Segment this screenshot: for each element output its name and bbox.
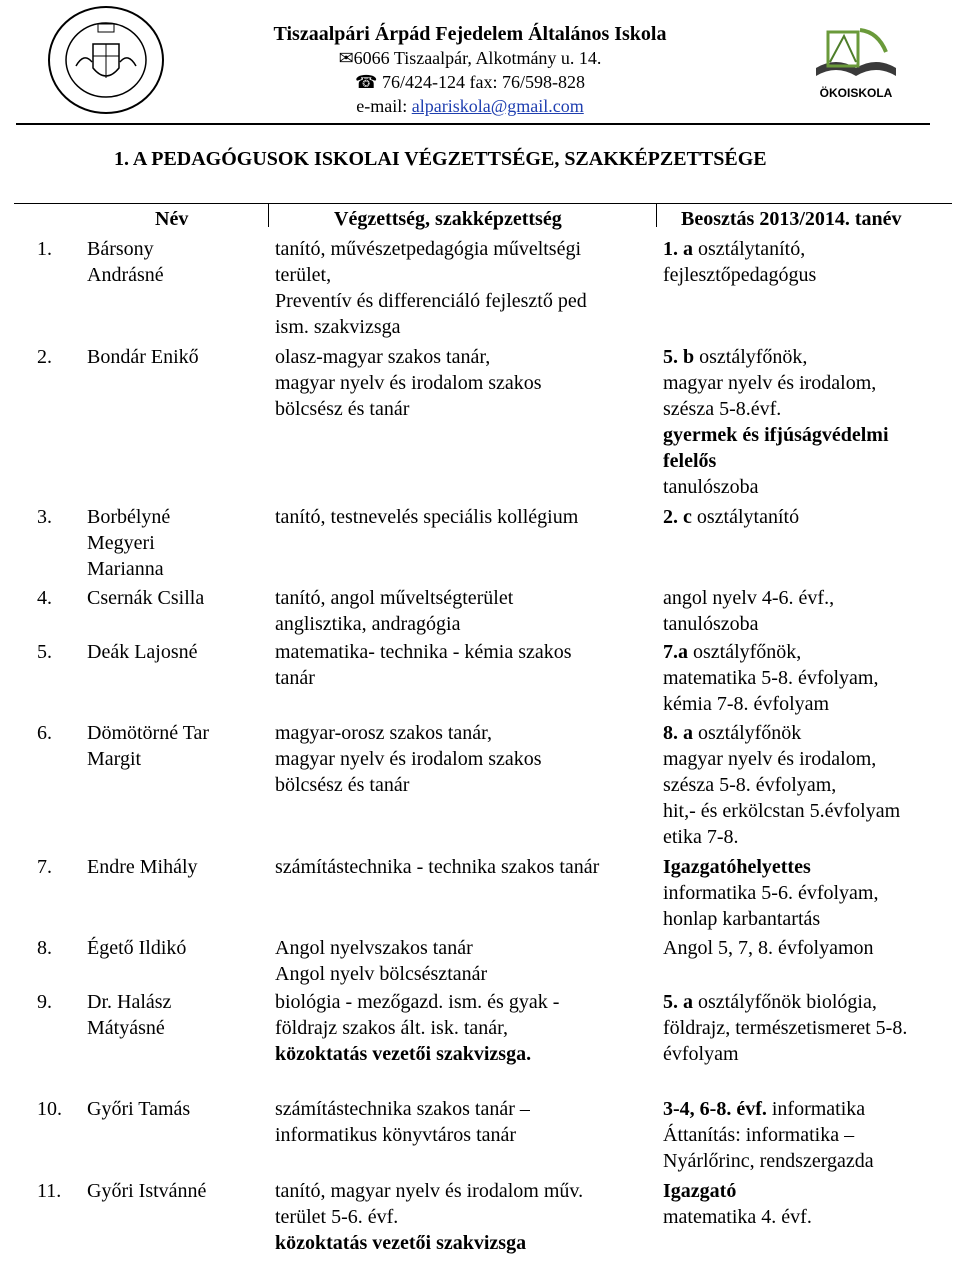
assignment-cell [663,989,953,1067]
column-header-name: Név [155,208,189,230]
assignment-cell-line: matematika 5-8. évfolyam, [663,667,879,689]
ecoschool-label: ÖKOISKOLA [819,86,893,100]
education-cell-line: matematika- technika - kémia szakos [275,641,572,663]
envelope-icon: ✉ [338,48,354,68]
teacher-name-line: Győri Tamás [87,1098,191,1120]
email-link[interactable]: alpariskola@gmail.com [411,96,584,116]
education-cell [275,854,655,880]
teacher-name-line: Endre Mihály [87,856,198,878]
assignment-cell-line: földrajz, természetismeret 5-8. [663,1017,908,1039]
teacher-name-line: Dömötörné Tar [87,722,210,744]
education-cell-line: Angol nyelv bölcsésztanár [275,963,488,985]
education-cell-line: bölcsész és tanár [275,774,410,796]
row-number: 7. [37,856,52,878]
education-cell-line: földrajz szakos ált. isk. tanár, [275,1017,509,1039]
assignment-cell-line: felelős [663,450,717,472]
assignment-cell-line: fejlesztőpedagógus [663,264,817,286]
row-number: 11. [37,1180,62,1202]
assignment-cell-line: tanulószoba [663,613,759,635]
assignment-cell-line: Nyárlőrinc, rendszergazda [663,1150,874,1172]
education-cell-line: bölcsész és tanár [275,398,410,420]
letterhead [0,0,960,122]
teacher-name-line: Győri Istvánné [87,1180,207,1202]
assignment-cell [663,585,953,637]
education-cell-line: tanító, magyar nyelv és irodalom műv. [275,1180,584,1202]
assignment-cell-line: kémia 7-8. évfolyam [663,693,830,715]
assignment-cell-line: 5. a osztályfőnök biológia, [663,991,877,1013]
education-cell-line: számítástechnika - technika szakos tanár [275,856,600,878]
teacher-name [87,854,262,880]
teacher-name-line: Marianna [87,558,164,580]
assignment-cell [663,854,953,932]
assignment-cell-line: magyar nyelv és irodalom, [663,372,877,394]
education-cell-line: tanár [275,667,315,689]
education-cell [275,585,655,637]
row-number: 1. [37,238,52,260]
teacher-name [87,1096,262,1122]
section-title: 1. A PEDAGÓGUSOK ISKOLAI VÉGZETTSÉGE, SZAKKÉPZETTSÉGE [114,148,767,170]
assignment-cell-line: 3-4, 6-8. évf. informatika [663,1098,866,1120]
education-cell [275,639,655,691]
teacher-name [87,236,262,288]
school-contact [190,22,750,118]
row-number: 2. [37,346,52,368]
education-cell-line: Preventív és differenciáló fejlesztő ped [275,290,587,312]
education-cell-line: ism. szakvizsga [275,316,401,338]
teacher-name-line: Margit [87,748,142,770]
education-cell [275,504,655,530]
assignment-cell-line: honlap karbantartás [663,908,821,930]
teacher-name-line: Dr. Halász [87,991,172,1013]
assignment-cell-line: magyar nyelv és irodalom, [663,748,877,770]
teacher-name [87,989,262,1041]
assignment-cell-line: évfolyam [663,1043,739,1065]
assignment-cell-line: etika 7-8. [663,826,739,848]
education-cell [275,344,655,422]
teacher-name-line: Andrásné [87,264,164,286]
education-cell-line: terület 5-6. évf. [275,1206,399,1228]
assignment-cell-line: 7.a osztályfőnök, [663,641,802,663]
assignment-cell-line: szésza 5-8.évf. [663,398,782,420]
education-cell [275,236,655,340]
assignment-cell-line: Angol 5, 7, 8. évfolyamon [663,937,874,959]
teacher-name-line: Bársony [87,238,154,260]
education-cell-line: magyar nyelv és irodalom szakos [275,748,542,770]
assignment-cell [663,504,953,530]
assignment-cell-line: Igazgatóhelyettes [663,856,811,878]
column-header-assignment: Beosztás 2013/2014. tanév [681,208,902,230]
column-divider [656,203,657,227]
education-cell-line: terület, [275,264,332,286]
assignment-cell [663,1096,953,1174]
education-cell-line: tanító, testnevelés speciális kollégium [275,506,579,528]
row-number: 6. [37,722,52,744]
education-cell [275,1096,655,1148]
education-cell-line: anglisztika, andragógia [275,613,461,635]
teacher-name [87,585,262,611]
column-header-education: Végzettség, szakképzettség [334,208,562,230]
assignment-cell-line: 8. a osztályfőnök [663,722,802,744]
education-cell [275,935,655,987]
phone-icon: ☎ [355,72,382,92]
row-number: 5. [37,641,52,663]
teacher-name [87,504,262,582]
assignment-cell-line: hit,- és erkölcstan 5.évfolyam [663,800,901,822]
assignment-cell [663,1178,953,1230]
table-top-border [14,203,952,204]
row-number: 10. [37,1098,62,1120]
teacher-name [87,639,262,665]
education-cell-line: magyar nyelv és irodalom szakos [275,372,542,394]
phone-line: ☎ 76/424-124 fax: 76/598-828 [355,72,585,92]
row-number: 4. [37,587,52,609]
assignment-cell [663,236,953,288]
teacher-name-line: Mátyásné [87,1017,165,1039]
address-line: ✉6066 Tiszaalpár, Alkotmány u. 14. [338,48,602,68]
assignment-cell-line: gyermek és ifjúságvédelmi [663,424,889,446]
email-line: e-mail: alpariskola@gmail.com [356,96,584,116]
education-cell-line: Angol nyelvszakos tanár [275,937,473,959]
header-divider [16,123,930,125]
assignment-cell [663,639,953,717]
teacher-name-line: Csernák Csilla [87,587,205,609]
assignment-cell-line: Igazgató [663,1180,737,1202]
assignment-cell-line: szésza 5-8. évfolyam, [663,774,837,796]
teacher-name [87,1178,262,1204]
teacher-name-line: Bondár Enikő [87,346,199,368]
assignment-cell [663,344,953,500]
row-number: 3. [37,506,52,528]
education-cell-line: olasz-magyar szakos tanár, [275,346,491,368]
assignment-cell-line: matematika 4. évf. [663,1206,812,1228]
assignment-cell-line: 5. b osztályfőnök, [663,346,808,368]
teacher-name-line: Égető Ildikó [87,937,187,959]
education-cell [275,1178,655,1256]
row-number: 9. [37,991,52,1013]
teacher-name-line: Borbélyné [87,506,171,528]
row-number: 8. [37,937,52,959]
teacher-name-line: Megyeri [87,532,155,554]
education-cell-line: biológia - mezőgazd. ism. és gyak - [275,991,560,1013]
assignment-cell-line: 1. a osztálytanító, [663,238,806,260]
assignment-cell [663,720,953,850]
education-cell-line: tanító, művészetpedagógia műveltségi [275,238,582,260]
education-cell-line: tanító, angol műveltségterület [275,587,514,609]
assignment-cell-line: tanulószoba [663,476,759,498]
education-cell-line: közoktatás vezetői szakvizsga. [275,1043,532,1065]
education-cell-line: magyar-orosz szakos tanár, [275,722,493,744]
education-cell [275,720,655,798]
teacher-name [87,720,262,772]
assignment-cell-line: angol nyelv 4-6. évf., [663,587,835,609]
school-seal-icon [46,4,166,116]
teacher-name-line: Deák Lajosné [87,641,198,663]
education-cell-line: számítástechnika szakos tanár – [275,1098,530,1120]
education-cell-line: informatikus könyvtáros tanár [275,1124,517,1146]
teacher-name [87,344,262,370]
column-divider [268,203,269,227]
assignment-cell-line: Áttanítás: informatika – [663,1124,855,1146]
teacher-name [87,935,262,961]
school-name: Tiszaalpári Árpád Fejedelem Általános Iskola [273,23,667,45]
assignment-cell-line: informatika 5-6. évfolyam, [663,882,879,904]
assignment-cell [663,935,953,961]
education-cell-line: közoktatás vezetői szakvizsga [275,1232,527,1254]
assignment-cell-line: 2. c osztálytanító [663,506,800,528]
education-cell [275,989,655,1067]
